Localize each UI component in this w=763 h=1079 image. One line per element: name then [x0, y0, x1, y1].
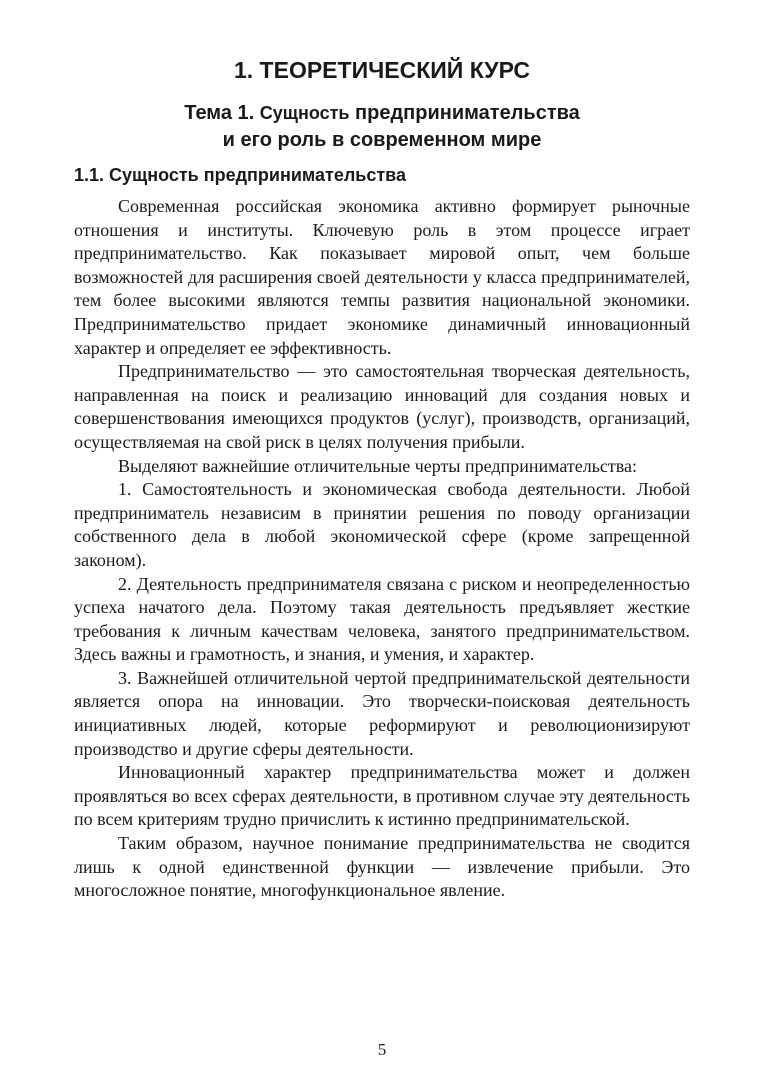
body-text: [74, 195, 690, 903]
paragraph-feature-3: 3. Важнейшей отличительной чертой предпринимательской деятельности является опора на инновации. Это творчески-поисковая деятельность инициативных людей, которые реформируют и революционизируют производство и другие сферы деятельности.: [74, 667, 690, 759]
paragraph-definition: Предпринимательство — это самостоятельная творческая деятельность, направленная на поиск и реализацию инноваций для создания новых и совершенствования имеющихся продуктов (услуг), производств, организаций, осуществляемая на свой риск в целях получения прибыли.: [74, 361, 690, 452]
paragraph-intro: Современная российская экономика активно формирует рыночные отношения и институты. Ключевую роль в этом процессе играет предпринимательство. Как показывает мировой опыт, чем больше возможностей для расширения своей деятельности у класса предпринимателей, тем более высокими являются темпы развития национальной экономики. Предпринимательство придает экономике динамичный инновационный характер и определяет ее эффективность.: [74, 196, 690, 358]
paragraph-innovation: Инновационный характер предпринимательства может и должен проявляться во всех сферах деятельности, в противном случае эту деятельность по всем критериям трудно причислить к истинно предпринимательской.: [74, 762, 690, 830]
paragraph-feature-1: 1. Самостоятельность и экономическая свобода деятельности. Любой предприниматель независим в принятии решения по поводу организации собственного дела в любой экономической сфере (кроме запрещенной законом).: [74, 479, 690, 570]
topic-line2: и его роль в современном мире: [222, 129, 542, 151]
topic-title: [74, 100, 690, 154]
topic-word-small: Сущность: [259, 103, 350, 123]
document-page: [74, 0, 690, 1079]
paragraph-feature-2: 2. Деятельность предпринимателя связана с риском и неопределенностью успеха начатого дела. Поэтому такая деятельность предъявляет жесткие требования к личным качествам человека, занятого предпринимательством. Здесь важны и грамотность, и знания, и умения, и характер.: [74, 573, 690, 665]
topic-prefix: Тема 1.: [184, 102, 255, 124]
section-title: 1.1. Сущность предпринимательства: [74, 165, 406, 185]
page-number: 5: [377, 1040, 387, 1059]
paragraph-conclusion: Таким образом, научное понимание предпринимательства не сводится лишь к одной единственной функции — извлечение прибыли. Это многосложное понятие, многофункциональное явление.: [74, 833, 690, 901]
chapter-title: 1. ТЕОРЕТИЧЕСКИЙ КУРС: [233, 57, 530, 83]
topic-rest-line1: предпринимательства: [355, 102, 580, 124]
paragraph-features-lead: Выделяют важнейшие отличительные черты предпринимательства:: [118, 455, 638, 476]
